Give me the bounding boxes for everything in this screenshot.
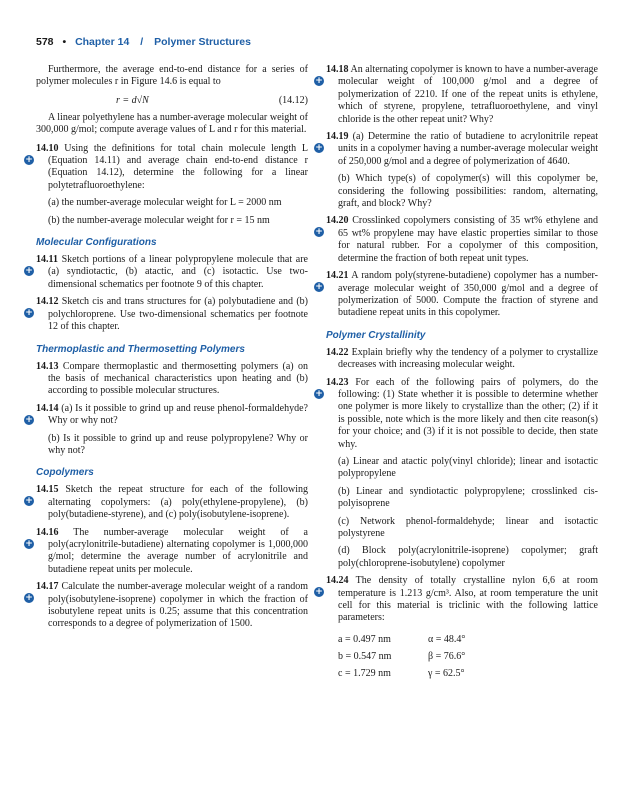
problem-14-24 (326, 575, 598, 625)
plus-icon[interactable] (24, 593, 34, 603)
problem-14-10 (36, 143, 308, 193)
lattice-length: b = 0.547 nm (338, 650, 392, 662)
right-column (326, 64, 598, 682)
problem-14-15 (36, 484, 308, 521)
problem-text: Compare thermoplastic and thermosetting polymers (a) on the basis of mechanical characteristics upon heating and (b) according to possible molecular structures. (48, 360, 309, 397)
problem-number: 14.13 (36, 360, 59, 372)
problem-14-16 (36, 527, 308, 577)
problem-14-23 (326, 377, 598, 451)
intro-paragraph-2: A linear polyethylene has a number-average molecular weight of 300,000 g/mol; compute average values of L and r for this material. (36, 111, 308, 136)
problem-text: Using the definitions for total chain molecule length L (Equation 14.11) and average chain end-to-end distance r (Equation 14.12), determine the following for a linear polytetrafluoroethylene: (48, 142, 309, 191)
problem-number: 14.22 (326, 346, 349, 358)
problem-14-14-b: (b) Is it possible to grind up and reuse polypropylene? Why or why not? (48, 432, 308, 456)
problem-text: Sketch cis and trans structures for (a) polybutadiene and (b) polychloroprene. Use two-dimensional schematics per footnote 12 of this chapter. (48, 296, 308, 333)
problem-number: 14.24 (326, 575, 349, 587)
intro-paragraph: Furthermore, the average end-to-end distance for a series of polymer molecules r in Figure 14.6 is equal to (36, 64, 308, 88)
plus-icon[interactable] (314, 587, 324, 597)
plus-icon[interactable] (24, 266, 34, 276)
plus-icon[interactable] (24, 308, 34, 318)
problem-14-17 (36, 581, 308, 631)
problem-14-19 (326, 131, 598, 168)
chapter-title: Polymer Structures (154, 36, 251, 48)
problem-number: 14.20 (326, 215, 349, 227)
problem-text: A random poly(styrene-butadiene) copolymer has a number-average molecular weight of 350,000 g/mol and a degree of polymerization of 5000. Compute the fraction of styrene and butadiene repeat units in this copolymer. (338, 270, 598, 319)
problem-14-12 (36, 296, 308, 333)
problem-number: 14.21 (326, 270, 349, 282)
plus-icon[interactable] (24, 496, 34, 506)
equation-number: (14.12) (278, 94, 308, 106)
plus-icon[interactable] (24, 539, 34, 549)
problem-14-23-d: (d) Block poly(acrylonitrile-isoprene) copolymer; graft poly(chloroprene-isobutylene) copolymer (338, 545, 598, 569)
problem-number: 14.14 (36, 402, 59, 414)
lattice-angle: β = 76.6° (428, 650, 466, 662)
problem-14-10-b: (b) the number-average molecular weight for r = 15 nm (48, 214, 270, 226)
problem-14-23-b: (b) Linear and syndiotactic polypropylene; crosslinked cis-polyisoprene (338, 485, 598, 510)
page-header (36, 36, 251, 56)
plus-icon[interactable] (314, 389, 324, 399)
problem-14-13 (36, 361, 308, 398)
problem-number: 14.23 (326, 376, 349, 388)
problem-text: Explain briefly why the tendency of a polymer to crystallize decreases with increasing molecular weight. (338, 346, 598, 371)
plus-icon[interactable] (314, 282, 324, 292)
problem-text: Sketch the repeat structure for each of the following alternating copolymers: (a) poly(ethylene-propylene), (b) poly(butadiene-styrene), and (c) poly(isobutylene-isoprene). (48, 484, 308, 521)
plus-icon[interactable] (24, 155, 34, 165)
problem-14-23-a: (a) Linear and atactic poly(vinyl chloride); linear and isotactic polypropylene (338, 455, 598, 480)
problem-text: For each of the following pairs of polymers, do the following: (1) State whether it is possible to determine whether one polymer is more likely to crystallize than the other; (2) if it is possible, note which is the more likely and then cite reason(s) for your choice; and (3) if it is not possible to decide, then state why. (338, 376, 599, 450)
lattice-angle: γ = 62.5° (428, 667, 465, 679)
header-bullet: • (62, 36, 67, 48)
problem-number: 14.15 (36, 484, 59, 496)
header-separator: / (140, 36, 144, 48)
section-copolymers: Copolymers (36, 467, 94, 479)
problem-14-14 (36, 403, 308, 428)
lattice-length: c = 1.729 nm (338, 667, 391, 679)
lattice-parameters (338, 631, 598, 682)
chapter-label: Chapter 14 (75, 36, 130, 48)
problem-14-18 (326, 64, 598, 126)
problem-text: Sketch portions of a linear polypropylene molecule that are (a) syndiotactic, (b) atactic, and (c) isotactic. Use two-dimensional schematics per footnote 9 of this chapter. (48, 254, 308, 290)
problem-text: (a) Determine the ratio of butadiene to acrylonitrile repeat units in a copolymer having a number-average molecular weight of 250,000 g/mol and a degree of polymerization of 4640. (338, 131, 598, 167)
problem-14-23-c: (c) Network phenol-formaldehyde; linear and isotactic polystyrene (338, 515, 598, 539)
equation-expression: r = d√N (116, 94, 149, 106)
plus-icon[interactable] (314, 143, 324, 153)
problem-14-22 (326, 347, 598, 372)
problem-number: 14.17 (36, 581, 59, 593)
problem-14-19-b: (b) Which type(s) of copolymer(s) will this copolymer be, considering the following possibilities: random, alternating, graft, and block? Why? (338, 173, 598, 210)
problem-text: The density of totally crystalline nylon 6,6 at room temperature is 1.213 g/cm³. Also, at room temperature the unit cell for this material is triclinic with the following lattice parameters: (338, 575, 598, 624)
page-number: 578 (36, 36, 54, 48)
section-thermoplastic: Thermoplastic and Thermosetting Polymers (36, 343, 245, 355)
problem-14-20 (326, 215, 598, 265)
problem-text: The number-average molecular weight of a poly(acrylonitrile-butadiene) alternating copolymer is 1,000,000 g/mol; determine the average number of acrylonitrile and butadiene repeat units per molecule. (48, 526, 308, 575)
problem-text: (a) Is it possible to grind up and reuse phenol-formaldehyde? Why or why not? (48, 402, 308, 427)
section-molecular-configurations: Molecular Configurations (36, 237, 157, 249)
problem-number: 14.10 (36, 142, 59, 154)
lattice-row (338, 648, 598, 665)
problem-text: Calculate the number-average molecular weight of a random poly(isobutylene-isoprene) copolymer in which the fraction of isobutylene repeat units is 0.25; assume that this concentration corresponds to a degree of polymerization of 1500. (48, 581, 308, 630)
lattice-length: a = 0.497 nm (338, 633, 391, 645)
problem-number: 14.12 (36, 296, 59, 308)
problem-14-10-a: (a) the number-average molecular weight for L = 2000 nm (48, 197, 282, 209)
problem-14-11 (36, 254, 308, 291)
problem-text: Crosslinked copolymers consisting of 35 wt% ethylene and 65 wt% propylene may have elastic properties similar to those for natural rubber. For a copolymer of this composition, determine the fraction of both repeat unit types. (338, 215, 599, 264)
lattice-row (338, 665, 598, 682)
problem-number: 14.11 (36, 254, 58, 266)
problem-number: 14.18 (326, 64, 349, 75)
section-polymer-crystallinity: Polymer Crystallinity (326, 329, 426, 341)
equation-14-12 (36, 95, 308, 106)
lattice-angle: α = 48.4° (428, 633, 466, 645)
plus-icon[interactable] (24, 415, 34, 425)
plus-icon[interactable] (314, 76, 324, 86)
left-column (36, 64, 308, 636)
problem-number: 14.16 (36, 526, 59, 538)
plus-icon[interactable] (314, 227, 324, 237)
problem-number: 14.19 (326, 131, 349, 143)
lattice-row (338, 631, 598, 648)
problem-text: An alternating copolymer is known to have a number-average molecular weight of 100,000 g/mol and a degree of polymerization of 2210. If one of the repeat units is ethylene, which of styrene, propylene, tetrafluoroethylene, and vinyl chloride is the other repeat unit? Why? (338, 64, 599, 125)
problem-14-21 (326, 270, 598, 320)
